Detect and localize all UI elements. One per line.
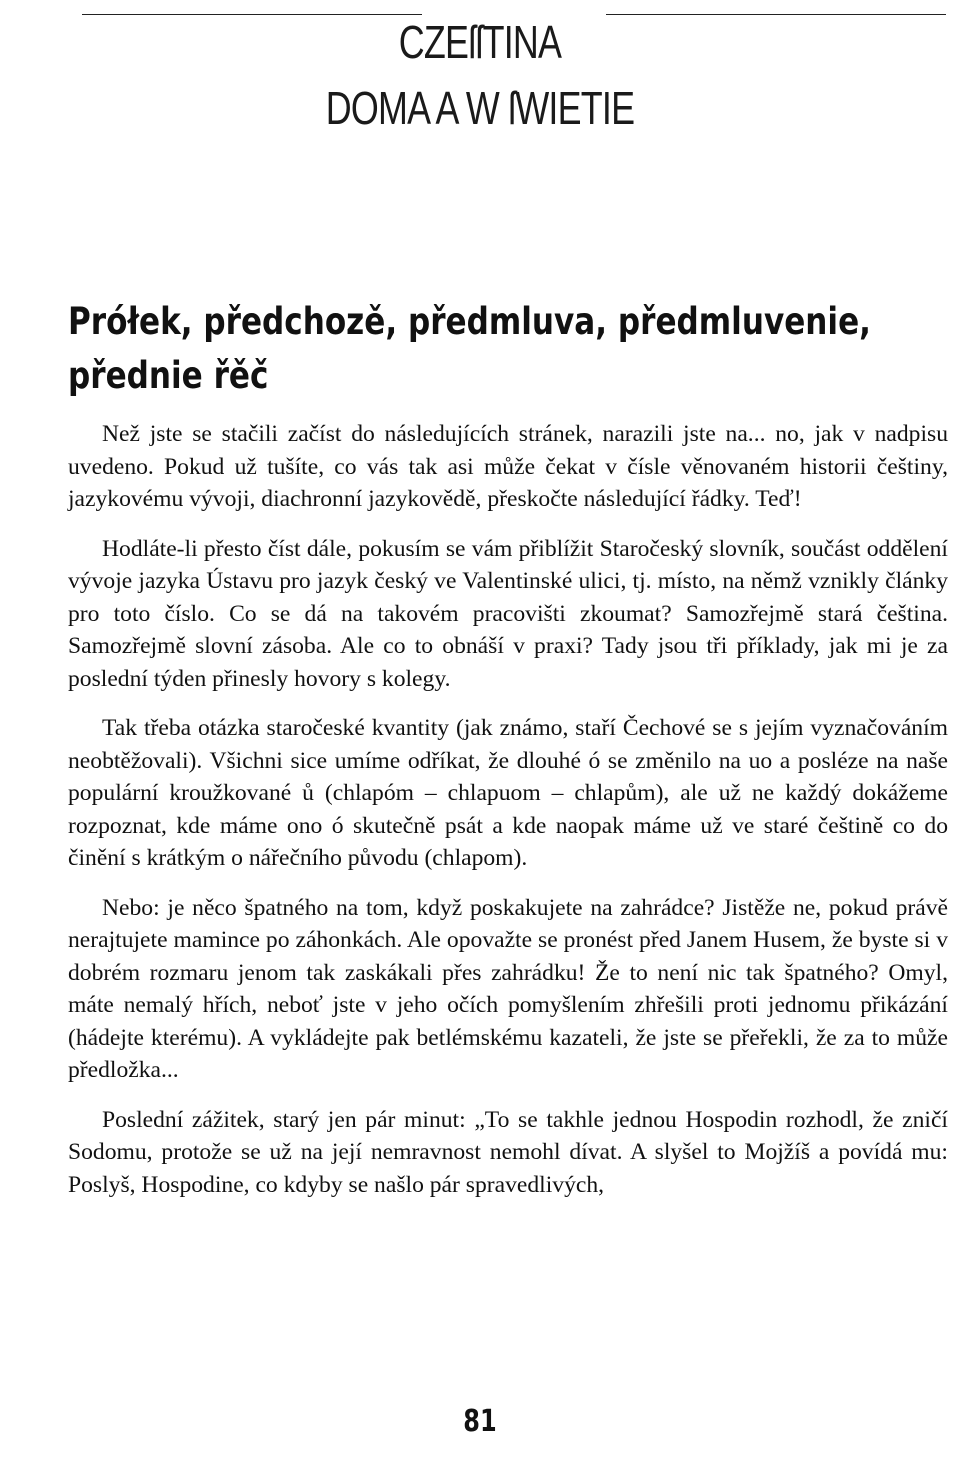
- article-body: [68, 418, 948, 1218]
- paragraph-5: Poslední zážitek, starý jen pár minut: „To se takhle jednou Hospodin rozhodl, že zničí Sodomu, protože se už na její nemravnost nemohl dívat. A slyšel to Mojžíš a povídá mu: Poslyš, Hospodine, co kdyby se našlo pár spravedlivých,: [68, 1106, 948, 1198]
- paragraph-4: Nebo: je něco špatného na tom, když poskakujete na zahrádce? Jistěže ne, pokud právě nerajtujete mamince po záhonkách. Ale opovažte se pronést před Janem Husem, že byste si v dobrém rozmaru jenom tak zaskákali přes zahrádku! Že to není nic tak špatného? Omyl, máte nemalý hřích, neboť jste v jeho očích pomyšlením zhřešili proti jednomu přikázání (hádejte kterému). A vykládejte pak betlémskému kazateli, že jste se přeřekli, že za to může předložka...: [68, 894, 948, 1083]
- paragraph-2: Hodláte-li přesto číst dále, pokusím se vám přiblížit Staročeský slovník, součást oddělení vývoje jazyka Ústavu pro jazyk český ve Valentinské ulici, tj. místo, na němž vznikly články pro toto číslo. Co se dá na takovém pracovišti zkoumat? Samozřejmě stará čeština. Samozřejmě slovní zásoba. Ale co to obnáší v praxi? Tady jsou tři příklady, jak mi je za poslední týden přinesly hovory s kolegy.: [68, 535, 948, 692]
- masthead-rule-left: [82, 14, 422, 15]
- masthead-line-2: DOMA A W ſWIETIE: [325, 82, 635, 134]
- masthead-rule-right: [606, 14, 946, 15]
- page-number: 81: [463, 1404, 497, 1439]
- paragraph-1: Než jste se stačili začíst do následujících stránek, narazili jste na... no, jak v nadpisu uvedeno. Pokud už tušíte, co vás tak asi může čekat v čísle věnovaném historii češtiny, jazykovému vývoji, diachronní jazykovědě, přeskočte následující řádky. Teď!: [68, 421, 948, 512]
- article-heading: Prółek, předchozě, předmluva, předmluvenie, přednie řěč: [68, 299, 871, 397]
- masthead-line-1: CZEſſTINA: [398, 16, 562, 68]
- paragraph-3: Tak třeba otázka staročeské kvantity (jak známo, staří Čechové se s jejím vyznačováním neobtěžovali). Všichni sice umíme odříkat, že dlouhé ó se změnilo na uo a posléze na naše populární kroužkované ů (chlapóm – chlapuom – chlapům), ale už ne každý dokážeme rozpoznat, kde máme ono ó skutečně psát a kde naopak máme už ve staré češtině co do činění s krátkým o nářečního původu (chlapom).: [68, 715, 948, 871]
